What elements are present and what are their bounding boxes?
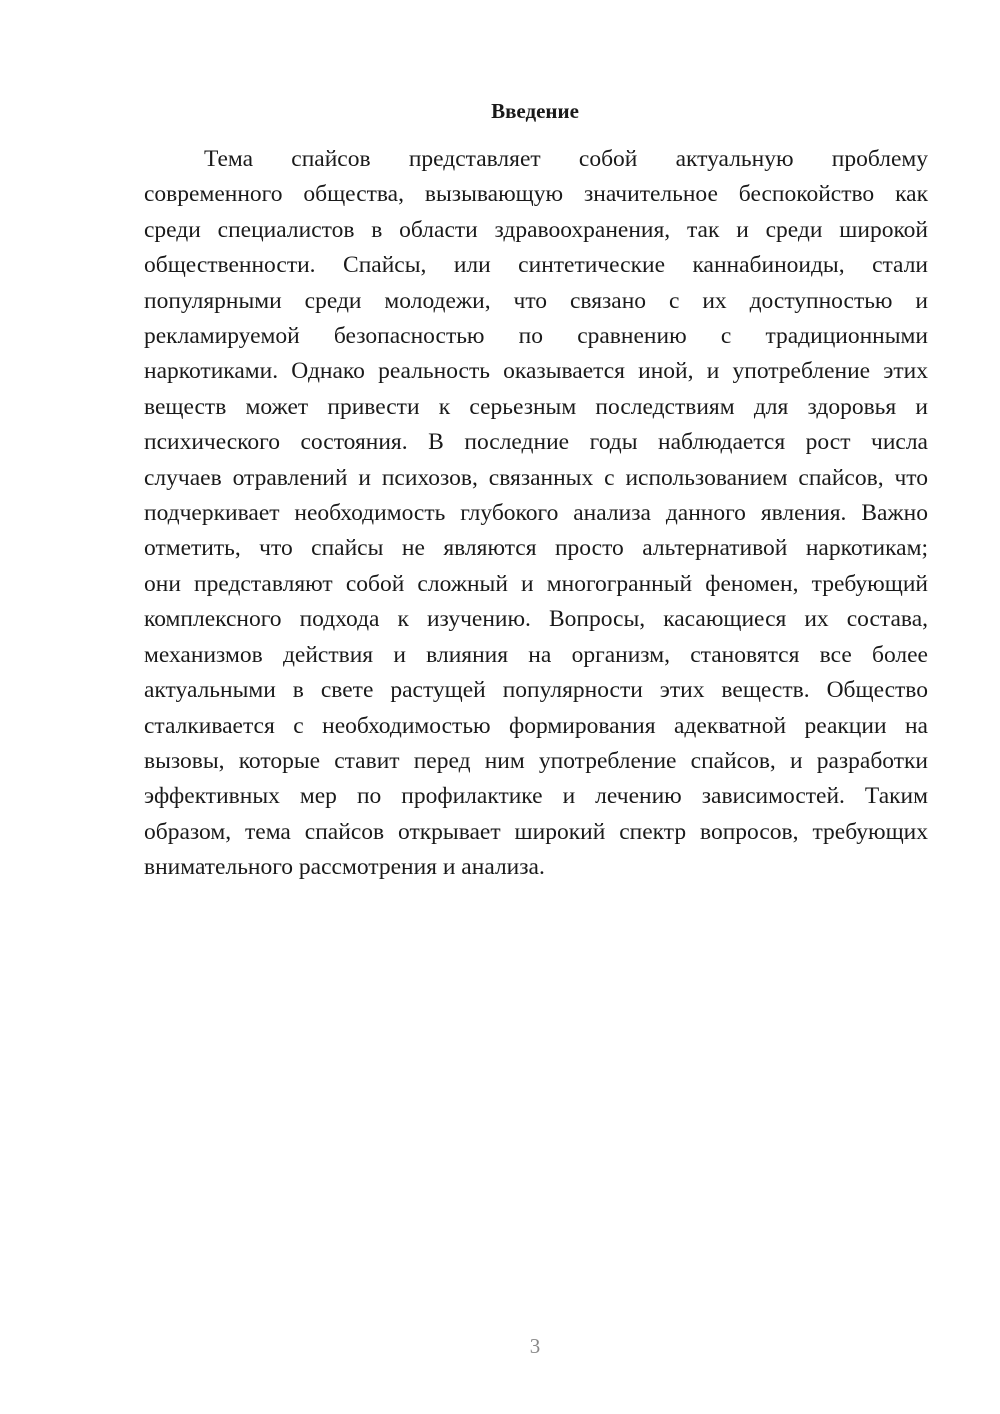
paragraph-line: рекламируемой безопасностью по сравнению с традиционными [144, 323, 928, 350]
paragraph-line: подчеркивает необходимость глубокого анализа данного явления. Важно [144, 500, 928, 527]
paragraph-line: комплексного подхода к изучению. Вопросы, касающиеся их состава, [144, 606, 928, 633]
paragraph-line: механизмов действия и влияния на организм, становятся все более [144, 641, 928, 668]
paragraph-line: среди специалистов в области здравоохранения, так и среди широкой [144, 216, 928, 243]
body-paragraph [144, 142, 928, 886]
paragraph-line: наркотиками. Однако реальность оказывается иной, и употребление этих [144, 358, 928, 385]
section-heading: Введение [491, 99, 579, 123]
paragraph-line: вызовы, которые ставит перед ним употребление спайсов, и разработки [144, 747, 928, 774]
paragraph-line: психического состояния. В последние годы наблюдается рост числа [144, 429, 928, 456]
paragraph-line: образом, тема спайсов открывает широкий спектр вопросов, требующих [144, 818, 928, 845]
paragraph-line: современного общества, вызывающую значительное беспокойство как [144, 181, 928, 208]
paragraph-line: эффективных мер по профилактике и лечению зависимостей. Таким [144, 783, 928, 810]
paragraph-line: они представляют собой сложный и многогранный феномен, требующий [144, 570, 928, 597]
page-number: 3 [529, 1334, 541, 1358]
paragraph-line: веществ может привести к серьезным последствиям для здоровья и [144, 393, 928, 420]
paragraph-line: внимательного рассмотрения и анализа. [144, 854, 545, 881]
paragraph-line: отметить, что спайсы не являются просто альтернативой наркотикам; [144, 535, 928, 562]
paragraph-line: общественности. Спайсы, или синтетические каннабиноиды, стали [144, 252, 928, 279]
paragraph-line: сталкивается с необходимостью формирования адекватной реакции на [144, 712, 928, 739]
paragraph-line: популярными среди молодежи, что связано с их доступностью и [144, 287, 928, 314]
paragraph-line: актуальными в свете растущей популярности этих веществ. Общество [144, 677, 928, 704]
paragraph-line: случаев отравлений и психозов, связанных с использованием спайсов, что [144, 464, 928, 491]
paragraph-line: Тема спайсов представляет собой актуальную проблему [204, 146, 928, 172]
